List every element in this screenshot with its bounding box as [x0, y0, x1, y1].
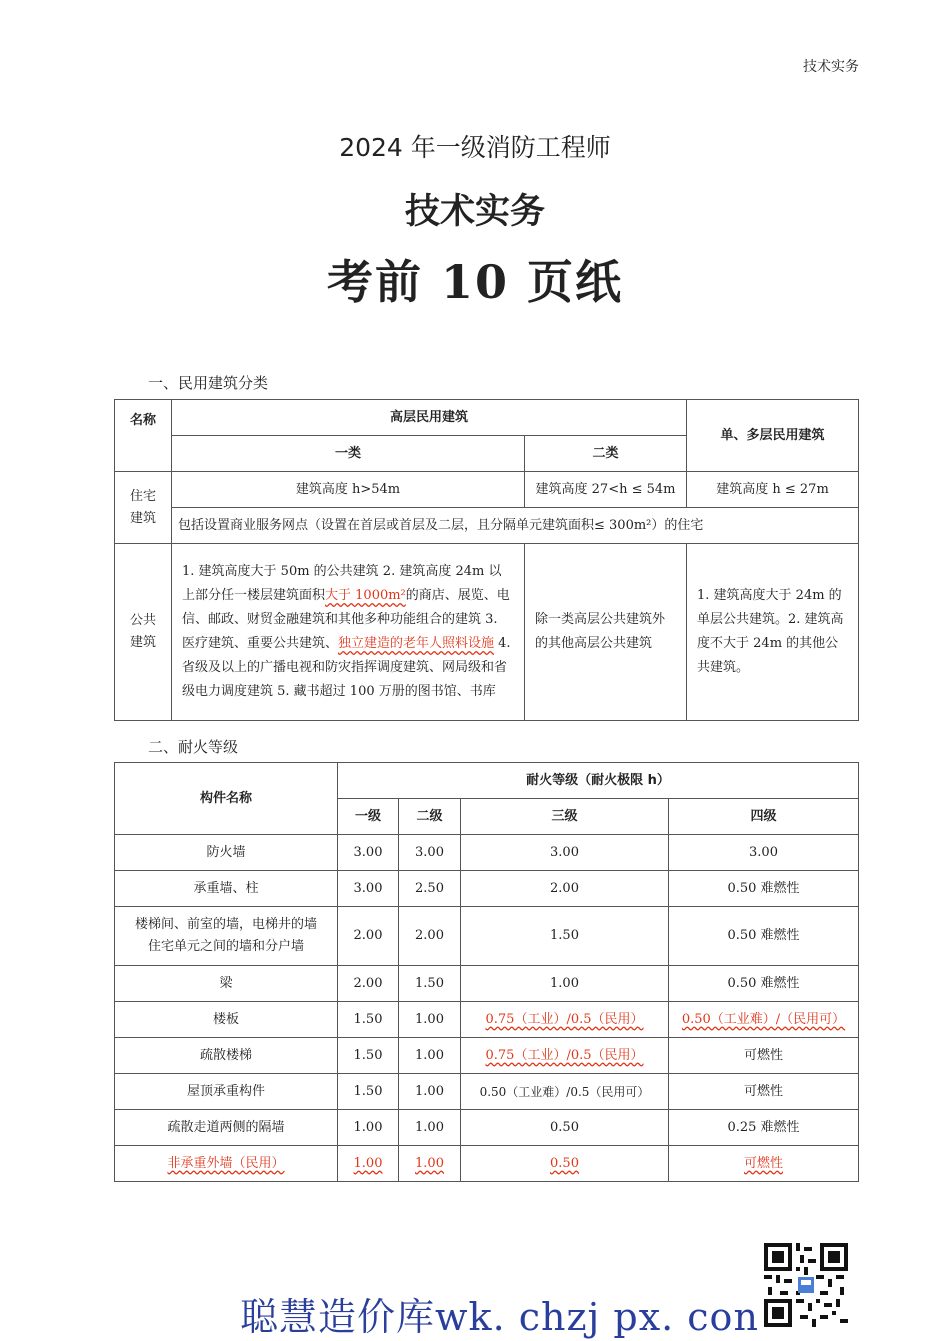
rating-g2: 3.00 — [399, 835, 461, 871]
col-class2: 二类 — [525, 436, 687, 472]
part-name: 承重墙、柱 — [115, 871, 338, 907]
part-name: 梁 — [115, 966, 338, 1002]
part-name — [115, 1146, 338, 1182]
rating-g2: 1.50 — [399, 966, 461, 1002]
rating-g4: 0.50 难燃性 — [669, 966, 859, 1002]
rating-g3 — [461, 1146, 669, 1182]
col-name: 名称 — [115, 400, 172, 472]
rating-g1: 3.00 — [338, 835, 399, 871]
fire-resistance-table — [114, 762, 859, 1182]
rating-g3-highlight: 0.50 — [550, 1155, 579, 1171]
rating-g3: 0.50 — [461, 1110, 669, 1146]
section2-heading: 二、耐火等级 — [148, 738, 239, 756]
residential-class2: 建筑高度 27<h ≤ 54m — [525, 472, 687, 508]
public-low: 1. 建筑高度大于 24m 的单层公共建筑。2. 建筑高度不大于 24m 的其他公共建筑。 — [687, 544, 859, 721]
rating-g4: 0.50 难燃性 — [669, 871, 859, 907]
rating-g3: 2.00 — [461, 871, 669, 907]
rating-g3 — [461, 1002, 669, 1038]
residential-low: 建筑高度 h ≤ 27m — [687, 472, 859, 508]
rating-g4-highlight: 可燃性 — [744, 1155, 784, 1171]
rating-g3-highlight: 0.75（工业）/0.5（民用） — [485, 1047, 644, 1063]
public-class1-text-b: 的商店、展览、电信、邮政、财贸金融建筑和其他多种功能组合的建筑 3. 医疗建筑、重要公共建筑、 — [182, 588, 510, 651]
header-tag: 技术实务 — [803, 59, 859, 75]
public-class1-text-a: 1. 建筑高度大于 50m 的公共建筑 2. 建筑高度 24m 以上部分任一楼层建筑面积 — [182, 564, 502, 603]
rating-g4 — [669, 1146, 859, 1182]
table-row — [115, 907, 859, 966]
rating-g1: 2.00 — [338, 966, 399, 1002]
col-low-rise: 单、多层民用建筑 — [687, 400, 859, 472]
table-row — [115, 1074, 859, 1110]
col-class1: 一类 — [172, 436, 525, 472]
grade-1: 一级 — [338, 799, 399, 835]
rating-g2: 1.00 — [399, 1038, 461, 1074]
residential-label: 住宅 建筑 — [115, 472, 172, 544]
rating-g2: 1.00 — [399, 1074, 461, 1110]
table-row — [115, 871, 859, 907]
rating-g1: 1.50 — [338, 1038, 399, 1074]
col-high-rise: 高层民用建筑 — [172, 400, 687, 436]
rating-g2: 1.00 — [399, 1002, 461, 1038]
part-name: 疏散走道两侧的隔墙 — [115, 1110, 338, 1146]
table-row — [115, 835, 859, 871]
rating-g1-highlight: 1.00 — [353, 1155, 383, 1171]
footer-brand: 聪慧造价库 — [240, 1295, 436, 1339]
rating-g1: 1.00 — [338, 1110, 399, 1146]
public-class1-text-c: 4. 省级及以上的广播电视和防灾指挥调度建筑、网局级和省级电力调度建筑 5. 藏书超过 100 万册的图书馆、书库 — [182, 636, 511, 699]
title-line2: 技术实务 — [404, 192, 545, 232]
footer-url: wk. chzj px. con — [435, 1295, 759, 1339]
section1-heading: 一、民用建筑分类 — [148, 374, 269, 392]
rating-g2 — [399, 1146, 461, 1182]
rating-g4-highlight: 0.50（工业难）/（民用可） — [681, 1011, 846, 1027]
rating-g1: 1.50 — [338, 1002, 399, 1038]
table-row — [115, 966, 859, 1002]
rating-g1: 3.00 — [338, 871, 399, 907]
part-name: 疏散楼梯 — [115, 1038, 338, 1074]
rating-g2: 2.50 — [399, 871, 461, 907]
public-class2: 除一类高层公共建筑外的其他高层公共建筑 — [525, 544, 687, 721]
rating-g2: 1.00 — [399, 1110, 461, 1146]
rating-g4: 0.25 难燃性 — [669, 1110, 859, 1146]
rating-g3-highlight: 0.75（工业）/0.5（民用） — [485, 1011, 644, 1027]
rating-g4: 可燃性 — [669, 1074, 859, 1110]
table-row — [115, 1146, 859, 1182]
table-row — [115, 1110, 859, 1146]
title-line3: 考前 10 页纸 — [326, 255, 624, 309]
rating-g2: 2.00 — [399, 907, 461, 966]
rating-g3: 1.00 — [461, 966, 669, 1002]
col-part-name: 构件名称 — [115, 763, 338, 835]
grade-3: 三级 — [461, 799, 669, 835]
rating-g4: 0.50 难燃性 — [669, 907, 859, 966]
table-row — [115, 1002, 859, 1038]
part-name: 防火墙 — [115, 835, 338, 871]
qr-code-icon — [764, 1243, 848, 1327]
rating-g3: 1.50 — [461, 907, 669, 966]
rating-g1 — [338, 1146, 399, 1182]
rating-g3: 0.50（工业难）/0.5（民用可） — [461, 1074, 669, 1110]
table-row — [115, 1038, 859, 1074]
part-name: 屋顶承重构件 — [115, 1074, 338, 1110]
residential-note: 包括设置商业服务网点（设置在首层或首层及二层，且分隔单元建筑面积≤ 300m²）的住宅 — [172, 508, 859, 544]
grade-4: 四级 — [669, 799, 859, 835]
rating-g4: 3.00 — [669, 835, 859, 871]
public-class1-highlight-elderly: 独立建造的老年人照料设施 — [338, 636, 495, 651]
part-name-highlight: 非承重外墙（民用） — [167, 1155, 285, 1171]
title-line1: 2024 年一级消防工程师 — [339, 133, 611, 162]
rating-g4: 可燃性 — [669, 1038, 859, 1074]
part-name: 楼梯间、前室的墙，电梯井的墙 住宅单元之间的墙和分户墙 — [115, 907, 338, 966]
rating-g1: 2.00 — [338, 907, 399, 966]
rating-g3: 3.00 — [461, 835, 669, 871]
residential-class1: 建筑高度 h>54m — [172, 472, 525, 508]
part-name: 楼板 — [115, 1002, 338, 1038]
rating-g4 — [669, 1002, 859, 1038]
rating-g3 — [461, 1038, 669, 1074]
col-fire-rating: 耐火等级（耐火极限 h） — [338, 763, 859, 799]
public-label: 公共 建筑 — [115, 544, 172, 721]
public-class1-highlight-area: 大于 1000m² — [325, 588, 406, 603]
rating-g2-highlight: 1.00 — [415, 1155, 444, 1171]
grade-2: 二级 — [399, 799, 461, 835]
public-class1 — [172, 544, 525, 721]
rating-g1: 1.50 — [338, 1074, 399, 1110]
building-classification-table — [114, 399, 859, 721]
